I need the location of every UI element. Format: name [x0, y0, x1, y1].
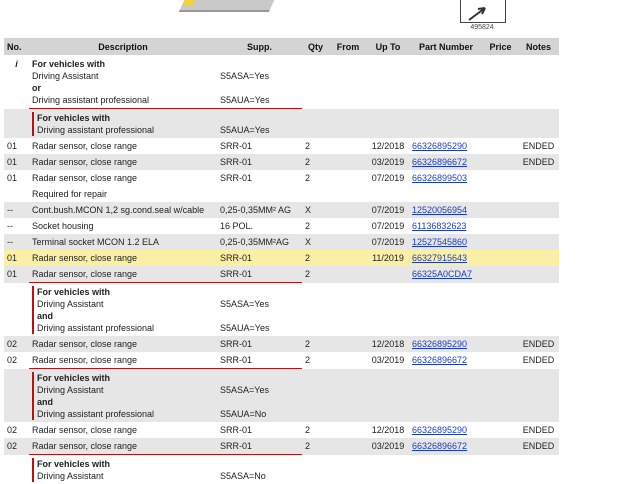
part-upto-cell: 12/2018: [367, 336, 409, 352]
condition-line: Driving assistant professional: [37, 124, 214, 136]
part-supp-cell: 0,25-0,35MM²AG: [217, 234, 302, 250]
condition-supp-lines: [220, 458, 299, 482]
part-number-cell[interactable]: [409, 154, 483, 170]
part-number-cell[interactable]: [409, 218, 483, 234]
condition-supp-lines: [220, 372, 299, 420]
part-upto-cell: 07/2019: [367, 218, 409, 234]
condition-supp-line: [220, 372, 299, 384]
part-upto-cell: 03/2019: [367, 438, 409, 455]
part-number-cell[interactable]: [409, 266, 483, 283]
part-notes-cell: ENDED: [518, 438, 559, 455]
col-header-price[interactable]: Price: [483, 38, 518, 55]
condition-marker: i: [4, 55, 29, 109]
part-number-cell[interactable]: [409, 170, 483, 186]
part-number-link[interactable]: 66326896672: [412, 441, 467, 451]
condition-description: [29, 369, 217, 423]
part-row[interactable]: [4, 336, 559, 352]
condition-description: [29, 55, 217, 109]
part-supp-cell: SRR-01: [217, 170, 302, 186]
part-price-cell: [483, 202, 518, 218]
condition-row: [4, 109, 559, 139]
part-qty-cell: 2: [302, 170, 329, 186]
condition-supp-lines: [220, 58, 299, 106]
part-supp-cell: SRR-01: [217, 352, 302, 369]
condition-supp-line: S5ASA=No: [220, 470, 299, 482]
condition-line: For vehicles with: [37, 286, 214, 298]
part-upto-cell: 07/2019: [367, 202, 409, 218]
part-supp-cell: SRR-01: [217, 336, 302, 352]
table-header-row: [4, 38, 559, 55]
part-no-cell: 01: [4, 154, 29, 170]
part-row[interactable]: [4, 218, 559, 234]
part-supp-cell: SRR-01: [217, 250, 302, 266]
part-from-cell: [329, 438, 367, 455]
part-description-cell: Radar sensor, close range: [29, 138, 217, 154]
condition-row: [4, 283, 559, 337]
condition-supp-line: [220, 82, 299, 94]
condition-line: For vehicles with: [37, 458, 214, 470]
part-number-link[interactable]: 66326896672: [412, 355, 467, 365]
note-text: Required for repair: [29, 186, 559, 202]
condition-line: For vehicles with: [37, 372, 214, 384]
part-number-cell[interactable]: [409, 336, 483, 352]
parts-table: [4, 38, 559, 484]
part-from-cell: [329, 422, 367, 438]
condition-supp-line: S5ASA=Yes: [220, 298, 299, 310]
part-price-cell: [483, 138, 518, 154]
part-tab-marker: [184, 0, 194, 6]
part-price-cell: [483, 422, 518, 438]
part-description-cell: Radar sensor, close range: [29, 438, 217, 455]
part-no-cell: 01: [4, 250, 29, 266]
part-description-cell: Radar sensor, close range: [29, 266, 217, 283]
part-description-cell: Socket housing: [29, 218, 217, 234]
part-description-cell: Terminal socket MCON 1.2 ELA: [29, 234, 217, 250]
part-upto-cell: 12/2018: [367, 422, 409, 438]
part-qty-cell: 2: [302, 266, 329, 283]
part-number-link[interactable]: 66326895290: [412, 339, 467, 349]
condition-description: [29, 283, 217, 337]
part-notes-cell: [518, 266, 559, 283]
part-qty-cell: 2: [302, 422, 329, 438]
part-qty-cell: 2: [302, 218, 329, 234]
condition-supp: [217, 109, 302, 139]
part-no-cell: --: [4, 234, 29, 250]
condition-line: Driving Assistant: [37, 470, 214, 482]
condition-line: Driving Assistant: [37, 384, 214, 396]
part-upto-cell: 07/2019: [367, 170, 409, 186]
part-price-cell: [483, 234, 518, 250]
part-row[interactable]: [4, 438, 559, 455]
part-upto-cell: [367, 266, 409, 283]
part-number-link[interactable]: 66326899503: [412, 173, 467, 183]
part-qty-cell: 2: [302, 154, 329, 170]
part-row[interactable]: [4, 422, 559, 438]
part-notes-cell: ENDED: [518, 154, 559, 170]
part-upto-cell: 03/2019: [367, 154, 409, 170]
condition-supp: [217, 283, 302, 337]
part-description-cell: Radar sensor, close range: [29, 250, 217, 266]
part-no-cell: 01: [4, 170, 29, 186]
part-from-cell: [329, 154, 367, 170]
part-notes-cell: ENDED: [518, 352, 559, 369]
part-row[interactable]: [4, 352, 559, 369]
part-price-cell: [483, 218, 518, 234]
part-number-link[interactable]: 61136832623: [412, 221, 466, 231]
part-row[interactable]: [4, 154, 559, 170]
part-qty-cell: X: [302, 234, 329, 250]
part-price-cell: [483, 154, 518, 170]
col-header-description[interactable]: Description: [29, 38, 217, 55]
part-row[interactable]: [4, 138, 559, 154]
part-number-cell[interactable]: [409, 234, 483, 250]
condition-filler: [302, 369, 559, 423]
illustration-thumbnail[interactable]: [460, 0, 506, 23]
condition-supp-line: S5AUA=Yes: [220, 94, 299, 106]
part-qty-cell: 2: [302, 138, 329, 154]
condition-filler: [302, 55, 559, 109]
part-qty-cell: 2: [302, 250, 329, 266]
part-from-cell: [329, 218, 367, 234]
part-number-cell[interactable]: [409, 138, 483, 154]
note-no: [4, 186, 29, 202]
part-upto-cell: 03/2019: [367, 352, 409, 369]
part-number-cell[interactable]: [409, 352, 483, 369]
condition-supp-line: S5ASA=Yes: [220, 70, 299, 82]
part-number-link[interactable]: 66327915643: [412, 253, 467, 263]
condition-block: [32, 58, 214, 106]
part-from-cell: [329, 352, 367, 369]
condition-supp-line: S5ASA=Yes: [220, 384, 299, 396]
col-header-qty[interactable]: Qty: [302, 38, 329, 55]
condition-line: Driving assistant professional: [32, 94, 214, 106]
part-notes-cell: [518, 170, 559, 186]
condition-supp-lines: [220, 112, 299, 136]
part-no-cell: --: [4, 218, 29, 234]
part-number-link[interactable]: 66326895290: [412, 425, 467, 435]
part-from-cell: [329, 202, 367, 218]
part-number-cell[interactable]: [409, 202, 483, 218]
condition-line: Driving Assistant: [32, 70, 214, 82]
condition-line: Driving assistant professional: [37, 408, 214, 420]
condition-supp: [217, 369, 302, 423]
part-no-cell: 02: [4, 438, 29, 455]
condition-line: For vehicles with: [32, 58, 214, 70]
part-number-cell[interactable]: [409, 422, 483, 438]
condition-supp-line: [220, 112, 299, 124]
part-description-cell: Cont.bush.MCON 1,2 sg.cond.seal w/cable: [29, 202, 217, 218]
col-header-no[interactable]: No.: [4, 38, 29, 55]
condition-line: and: [37, 310, 214, 322]
condition-block: [32, 458, 214, 482]
part-number-link[interactable]: 66325A0CDA7: [412, 269, 472, 279]
part-notes-cell: [518, 234, 559, 250]
part-supp-cell: SRR-01: [217, 422, 302, 438]
part-number-link[interactable]: 12520056954: [412, 205, 467, 215]
part-notes-cell: ENDED: [518, 422, 559, 438]
part-from-cell: [329, 138, 367, 154]
condition-supp-line: [220, 396, 299, 408]
condition-filler: [302, 283, 559, 337]
col-header-supp[interactable]: Supp.: [217, 38, 302, 55]
part-supp-cell: SRR-01: [217, 154, 302, 170]
part-row[interactable]: [4, 250, 559, 266]
part-description-cell: Radar sensor, close range: [29, 154, 217, 170]
condition-supp-lines: [220, 286, 299, 334]
condition-line: Driving Assistant: [37, 298, 214, 310]
part-number-cell[interactable]: [409, 250, 483, 266]
part-upto-cell: 12/2018: [367, 138, 409, 154]
note-row: [4, 186, 559, 202]
part-notes-cell: [518, 218, 559, 234]
condition-description: [29, 109, 217, 139]
part-from-cell: [329, 266, 367, 283]
condition-marker: [4, 109, 29, 139]
part-notes-cell: [518, 250, 559, 266]
condition-line: Driving assistant professional: [37, 322, 214, 334]
part-notes-cell: ENDED: [518, 138, 559, 154]
part-notes-cell: ENDED: [518, 336, 559, 352]
part-description-cell: Radar sensor, close range: [29, 336, 217, 352]
part-price-cell: [483, 438, 518, 455]
part-upto-cell: 11/2019: [367, 250, 409, 266]
part-supp-cell: 0,25-0,35MM² AG: [217, 202, 302, 218]
condition-supp-line: [220, 286, 299, 298]
condition-supp-line: S5AUA=No: [220, 408, 299, 420]
col-header-notes[interactable]: Notes: [518, 38, 559, 55]
condition-block: [32, 112, 214, 136]
part-price-cell: [483, 250, 518, 266]
condition-line: and: [37, 396, 214, 408]
condition-supp-line: S5AUA=Yes: [220, 124, 299, 136]
parts-illustration: [0, 0, 640, 38]
part-no-cell: 02: [4, 352, 29, 369]
condition-row: [4, 55, 559, 109]
condition-marker: [4, 369, 29, 423]
part-qty-cell: X: [302, 202, 329, 218]
part-upto-cell: 07/2019: [367, 234, 409, 250]
condition-block: [32, 372, 214, 420]
part-number-link[interactable]: 66326895290: [412, 141, 467, 151]
condition-filler: [302, 109, 559, 139]
part-from-cell: [329, 234, 367, 250]
part-price-cell: [483, 170, 518, 186]
condition-marker: [4, 283, 29, 337]
part-price-cell: [483, 266, 518, 283]
condition-block: [32, 286, 214, 334]
col-header-part-number[interactable]: Part Number: [409, 38, 483, 55]
part-qty-cell: 2: [302, 438, 329, 455]
part-number-cell[interactable]: [409, 438, 483, 455]
part-price-cell: [483, 352, 518, 369]
part-no-cell: 02: [4, 422, 29, 438]
part-from-cell: [329, 250, 367, 266]
part-qty-cell: 2: [302, 336, 329, 352]
col-header-from[interactable]: From: [329, 38, 367, 55]
condition-supp: [217, 55, 302, 109]
condition-line: For vehicles with: [37, 112, 214, 124]
part-no-cell: 02: [4, 336, 29, 352]
condition-supp-line: [220, 58, 299, 70]
condition-supp-line: S5AUA=Yes: [220, 322, 299, 334]
part-supp-cell: 16 POL.: [217, 218, 302, 234]
part-qty-cell: 2: [302, 352, 329, 369]
part-description-cell: Radar sensor, close range: [29, 170, 217, 186]
illustration-number: 495824: [462, 24, 502, 31]
part-number-link[interactable]: 12527545860: [412, 237, 467, 247]
condition-supp-line: [220, 310, 299, 322]
part-row[interactable]: [4, 266, 559, 283]
part-supp-cell: SRR-01: [217, 266, 302, 283]
table-body: [4, 55, 559, 484]
part-from-cell: [329, 170, 367, 186]
part-no-cell: 01: [4, 138, 29, 154]
part-row[interactable]: [4, 234, 559, 250]
illustration-icon: [461, 0, 505, 22]
part-supp-cell: SRR-01: [217, 138, 302, 154]
part-notes-cell: [518, 202, 559, 218]
part-description-cell: Radar sensor, close range: [29, 422, 217, 438]
condition-line: or: [32, 82, 214, 94]
part-price-cell: [483, 336, 518, 352]
condition-supp-line: [220, 458, 299, 470]
part-number-link[interactable]: 66326896672: [412, 157, 467, 167]
part-row[interactable]: [4, 170, 559, 186]
part-description-cell: Radar sensor, close range: [29, 352, 217, 369]
condition-row: [4, 369, 559, 423]
part-from-cell: [329, 336, 367, 352]
part-supp-cell: SRR-01: [217, 438, 302, 455]
col-header-upto[interactable]: Up To: [367, 38, 409, 55]
part-row[interactable]: [4, 202, 559, 218]
part-no-cell: 01: [4, 266, 29, 283]
part-no-cell: --: [4, 202, 29, 218]
